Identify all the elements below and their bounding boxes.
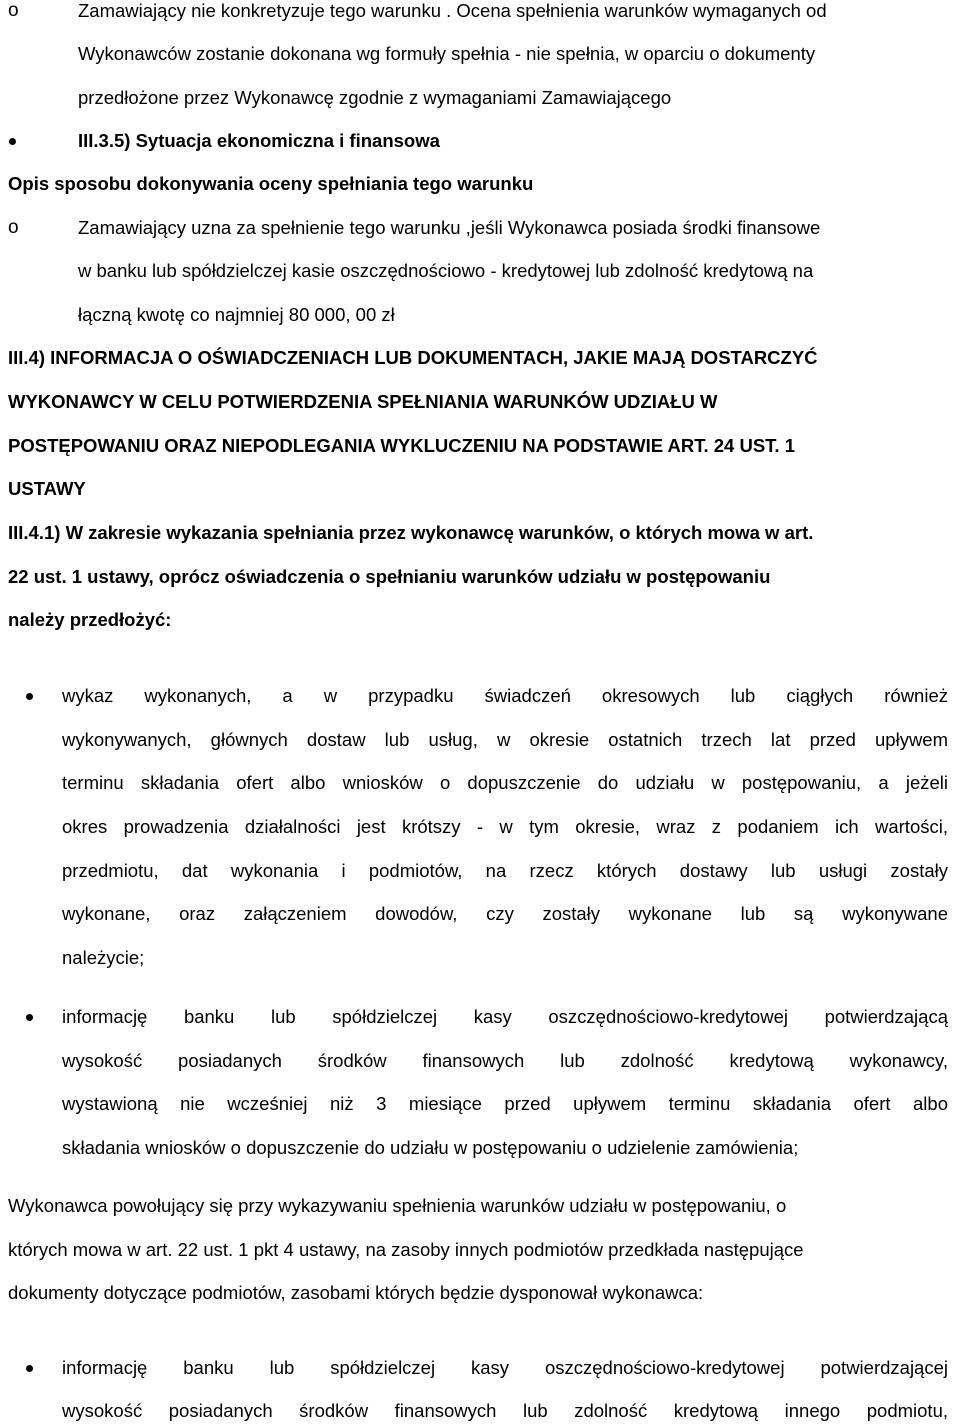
list-item-line: informację banku lub spółdzielczej kasy oszczędnościowo-kredytowej potwierdzającej [62, 1357, 948, 1378]
list-item-line: okres prowadzenia działalności jest krótszy - w tym okresie, wraz z podaniem ich wartości, [62, 816, 948, 837]
bullet-icon [26, 1014, 33, 1021]
section-heading: III.3.5) Sytuacja ekonomiczna i finansowa [78, 130, 440, 151]
intro-line-1: Zamawiający nie konkretyzuje tego warunku . Ocena spełnienia warunków wymaganych od [78, 0, 827, 21]
subsection-heading: III.4.1) W zakresie wykazania spełniania przez wykonawcę warunków, o których mowa w art. [8, 522, 814, 543]
list-item-line: wykaz wykonanych, a w przypadku świadczeń okresowych lub ciągłych również [62, 685, 948, 706]
section-subheading: Opis sposobu dokonywania oceny spełniania tego warunku [8, 173, 534, 194]
list-item-line: terminu składania ofert albo wniosków o dopuszczenie do udziału w postępowaniu, a jeżeli [62, 772, 948, 793]
section-heading: WYKONAWCY W CELU POTWIERDZENIA SPEŁNIANIA WARUNKÓW UDZIAŁU W [8, 391, 718, 412]
condition-line-2: w banku lub spółdzielczej kasie oszczędnościowo - kredytowej lub zdolność kredytową na [78, 260, 814, 281]
list-item-line: wysokość posiadanych środków finansowych lub zdolność kredytową innego podmiotu, [62, 1400, 948, 1421]
section-heading: III.4) INFORMACJA O OŚWIADCZENIACH LUB DOKUMENTACH, JAKIE MAJĄ DOSTARCZYĆ [8, 347, 818, 368]
list-item-line: przedmiotu, dat wykonania i podmiotów, na rzecz których dostawy lub usługi zostały [62, 860, 948, 881]
condition-line-1: Zamawiający uzna za spełnienie tego warunku ,jeśli Wykonawca posiada środki finansowe [78, 217, 821, 238]
condition-line-3: łączną kwotę co najmniej 80 000, 00 zł [78, 304, 395, 325]
list-item-line: składania wniosków o dopuszczenie do udziału w postępowaniu o udzielenie zamówienia; [62, 1137, 799, 1158]
section-heading: USTAWY [8, 478, 86, 499]
list-item-line: wykonywanych, głównych dostaw lub usług, w okresie ostatnich trzech lat przed upływem [62, 729, 948, 750]
circle-marker-icon: o [8, 217, 19, 238]
list-item-line: wystawioną nie wcześniej niż 3 miesiące przed upływem terminu składania ofert albo [62, 1093, 948, 1114]
paragraph-line: których mowa w art. 22 ust. 1 pkt 4 ustawy, na zasoby innych podmiotów przedkłada następujące [8, 1239, 804, 1260]
bullet-icon [26, 1365, 33, 1372]
circle-marker-icon: o [8, 0, 19, 21]
list-item-line: należycie; [62, 947, 145, 968]
subsection-heading: należy przedłożyć: [8, 609, 172, 630]
list-item-line: wysokość posiadanych środków finansowych lub zdolność kredytową wykonawcy, [62, 1050, 948, 1071]
subsection-heading: 22 ust. 1 ustawy, oprócz oświadczenia o spełnianiu warunków udziału w postępowaniu [8, 566, 771, 587]
bullet-icon [26, 693, 33, 700]
intro-line-2: Wykonawców zostanie dokonana wg formuły spełnia - nie spełnia, w oparciu o dokumenty [78, 43, 816, 64]
list-item-line: informację banku lub spółdzielczej kasy oszczędnościowo-kredytowej potwierdzającą [62, 1006, 948, 1027]
section-heading: POSTĘPOWANIU ORAZ NIEPODLEGANIA WYKLUCZENIU NA PODSTAWIE ART. 24 UST. 1 [8, 435, 795, 456]
paragraph-line: Wykonawca powołujący się przy wykazywaniu spełnienia warunków udziału w postępowaniu, o [8, 1195, 787, 1216]
list-item-line: wykonane, oraz załączeniem dowodów, czy zostały wykonane lub są wykonywane [62, 903, 948, 924]
intro-line-3: przedłożone przez Wykonawcę zgodnie z wymaganiami Zamawiającego [78, 87, 672, 108]
bullet-icon [9, 138, 16, 145]
paragraph-line: dokumenty dotyczące podmiotów, zasobami których będzie dysponował wykonawca: [8, 1282, 704, 1303]
